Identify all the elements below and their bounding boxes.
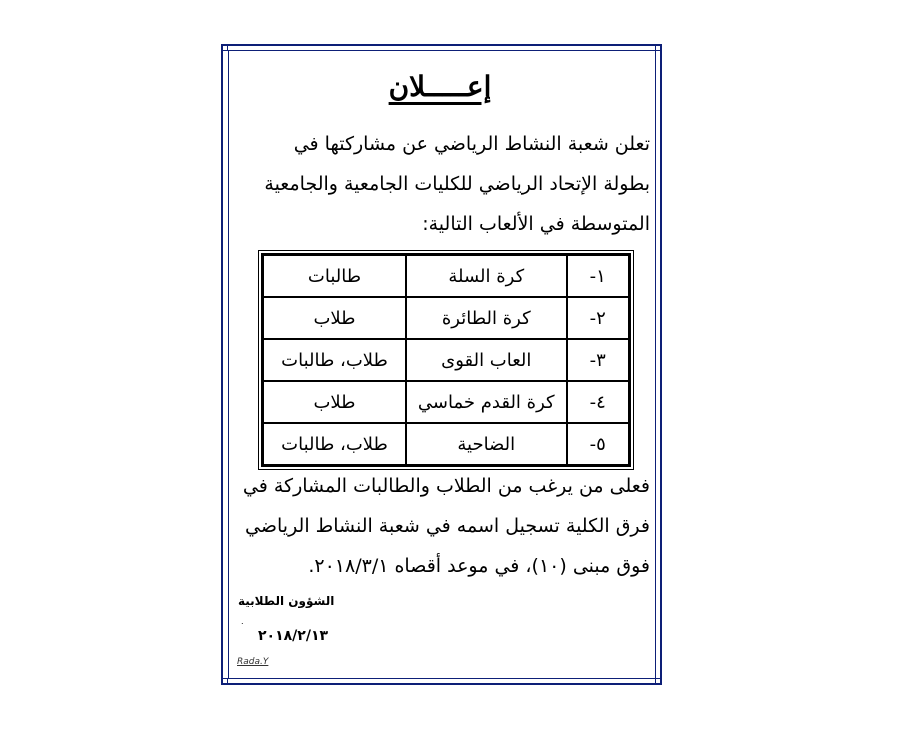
corner-ornament (221, 44, 228, 51)
participants: طلاب (263, 381, 406, 423)
table-row (263, 339, 629, 381)
closing-line: فعلى من يرغب من الطلاب والطالبات المشاركة في (242, 475, 650, 497)
row-number: ٣- (567, 339, 629, 381)
sport-name: كرة القدم خماسي (406, 381, 567, 423)
intro-line: بطولة الإتحاد الرياضي للكليات الجامعية والجامعية (264, 173, 650, 195)
sport-name: العاب القوى (406, 339, 567, 381)
sports-table (261, 253, 631, 467)
row-number: ١- (567, 255, 629, 297)
signature-date: ٢٠١٨/٢/١٣ (258, 628, 329, 644)
participants: طالبات (263, 255, 406, 297)
announcement-title: إعـــــلان (388, 70, 492, 103)
sport-name: كرة السلة (406, 255, 567, 297)
table-row (263, 423, 629, 465)
row-number: ٥- (567, 423, 629, 465)
corner-ornament (655, 678, 662, 685)
table-row (263, 297, 629, 339)
signature-department: الشؤون الطلابية (238, 594, 335, 608)
participants: طلاب (263, 297, 406, 339)
corner-ornament (655, 44, 662, 51)
initials-stamp: Rada.Y (237, 657, 269, 667)
sport-name: الضاحية (406, 423, 567, 465)
closing-line: فرق الكلية تسجيل اسمه في شعبة النشاط الرياضي (245, 515, 650, 537)
corner-ornament (221, 678, 228, 685)
closing-line: فوق مبنى (١٠)، في موعد أقصاه ٢٠١٨/٣/١. (308, 555, 650, 577)
intro-paragraph (238, 124, 650, 244)
row-number: ٢- (567, 297, 629, 339)
participants: طلاب، طالبات (263, 339, 406, 381)
closing-paragraph (238, 466, 650, 586)
row-number: ٤- (567, 381, 629, 423)
intro-line: تعلن شعبة النشاط الرياضي عن مشاركتها في (293, 133, 650, 155)
sport-name: كرة الطائرة (406, 297, 567, 339)
dot-mark: . (241, 617, 244, 626)
table-row (263, 381, 629, 423)
intro-line: المتوسطة في الألعاب التالية: (422, 213, 650, 235)
participants: طلاب، طالبات (263, 423, 406, 465)
table-row (263, 255, 629, 297)
